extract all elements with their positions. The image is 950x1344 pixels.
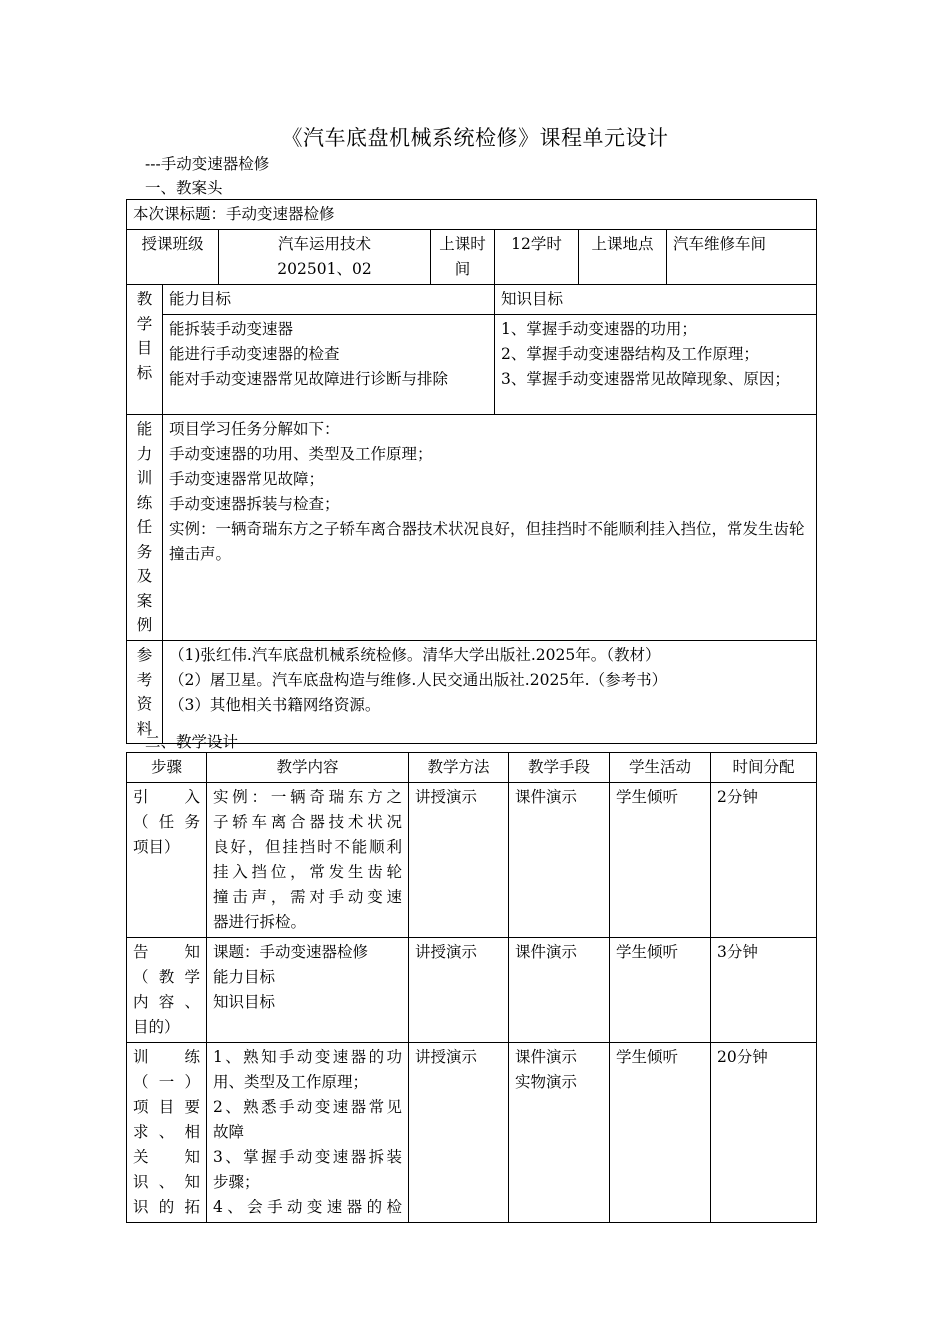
- place-value: 汽车维修车间: [667, 230, 817, 285]
- means-cell: 课件演示: [509, 783, 610, 938]
- method-cell: 讲授演示: [409, 938, 509, 1043]
- ability-goals-header: 能力目标: [163, 285, 495, 315]
- section-heading-teaching-design: 二、教学设计: [145, 733, 239, 751]
- content-cell: 1、熟知手动变速器的功 用、类型及工作原理； 2、熟悉手动变速器常见 故障 3、掌握手动变速器拆装 步骤； 4、会手动变速器的检: [207, 1043, 409, 1223]
- method-cell: 讲授演示: [409, 1043, 509, 1223]
- references-content: （1)张红伟.汽车底盘机械系统检修。清华大学出版社.2025年。（教材） （2）屠卫星。汽车底盘构造与维修.人民交通出版社.2025年.（参考书） （3）其他相关书籍网络资源。: [163, 641, 817, 744]
- place-label: 上课地点: [579, 230, 667, 285]
- lesson-header-table: [126, 199, 817, 744]
- document-subtitle: ---手动变速器检修: [145, 155, 270, 173]
- section-heading-lesson-header: 一、教案头: [145, 179, 223, 197]
- training-tasks-content: 项目学习任务分解如下： 手动变速器的功用、类型及工作原理； 手动变速器常见故障； 手动变速器拆装与检查； 实例：一辆奇瑞东方之子轿车离合器技术状况良好，但挂挡时不能顺利挂入挡位，常发生齿轮撞击声。: [163, 415, 817, 641]
- hours-label: 上课时 间: [431, 230, 495, 285]
- header-step: 步骤: [127, 753, 207, 783]
- table-row: [127, 938, 817, 1043]
- teaching-design-table: [126, 752, 817, 1223]
- knowledge-goals-header: 知识目标: [495, 285, 817, 315]
- content-cell: 实例：一辆奇瑞东方之 子轿车离合器技术状况 良好，但挂挡时不能顺利 挂入挡位，常发生齿轮 撞击声，需对手动变速 器进行拆检。: [207, 783, 409, 938]
- knowledge-goals-list: 1、掌握手动变速器的功用； 2、掌握手动变速器结构及工作原理； 3、掌握手动变速器常见故障现象、原因；: [495, 315, 817, 415]
- means-cell: 课件演示 实物演示: [509, 1043, 610, 1223]
- document-title: 《汽车底盘机械系统检修》课程单元设计: [281, 126, 669, 150]
- activity-cell: 学生倾听: [610, 783, 711, 938]
- training-tasks-label: 能 力 训 练 任 务 及 案 例: [127, 415, 163, 641]
- header-content: 教学内容: [207, 753, 409, 783]
- table-row: [127, 1043, 817, 1223]
- class-value: 汽车运用技术 202501、02: [219, 230, 431, 285]
- header-means: 教学手段: [509, 753, 610, 783]
- time-cell: 2分钟: [711, 783, 817, 938]
- hours-value: 12学时: [495, 230, 579, 285]
- activity-cell: 学生倾听: [610, 1043, 711, 1223]
- lesson-topic: 本次课标题：手动变速器检修: [127, 200, 817, 230]
- table-row: [127, 783, 817, 938]
- time-cell: 20分钟: [711, 1043, 817, 1223]
- method-cell: 讲授演示: [409, 783, 509, 938]
- header-method: 教学方法: [409, 753, 509, 783]
- step-cell: 训 练 （一） 项目要 求、相 关 知 识、知 识的拓: [127, 1043, 207, 1223]
- class-label: 授课班级: [127, 230, 219, 285]
- references-label: 参 考 资 料: [127, 641, 163, 744]
- means-cell: 课件演示: [509, 938, 610, 1043]
- teaching-goals-label: 教 学 目 标: [127, 285, 163, 415]
- step-cell: 告 知 （教学 内容、 目的）: [127, 938, 207, 1043]
- activity-cell: 学生倾听: [610, 938, 711, 1043]
- ability-goals-list: 能拆装手动变速器 能进行手动变速器的检查 能对手动变速器常见故障进行诊断与排除: [163, 315, 495, 415]
- step-cell: 引 入 （任务 项目）: [127, 783, 207, 938]
- header-time: 时间分配: [711, 753, 817, 783]
- content-cell: 课题：手动变速器检修 能力目标 知识目标: [207, 938, 409, 1043]
- time-cell: 3分钟: [711, 938, 817, 1043]
- header-activity: 学生活动: [610, 753, 711, 783]
